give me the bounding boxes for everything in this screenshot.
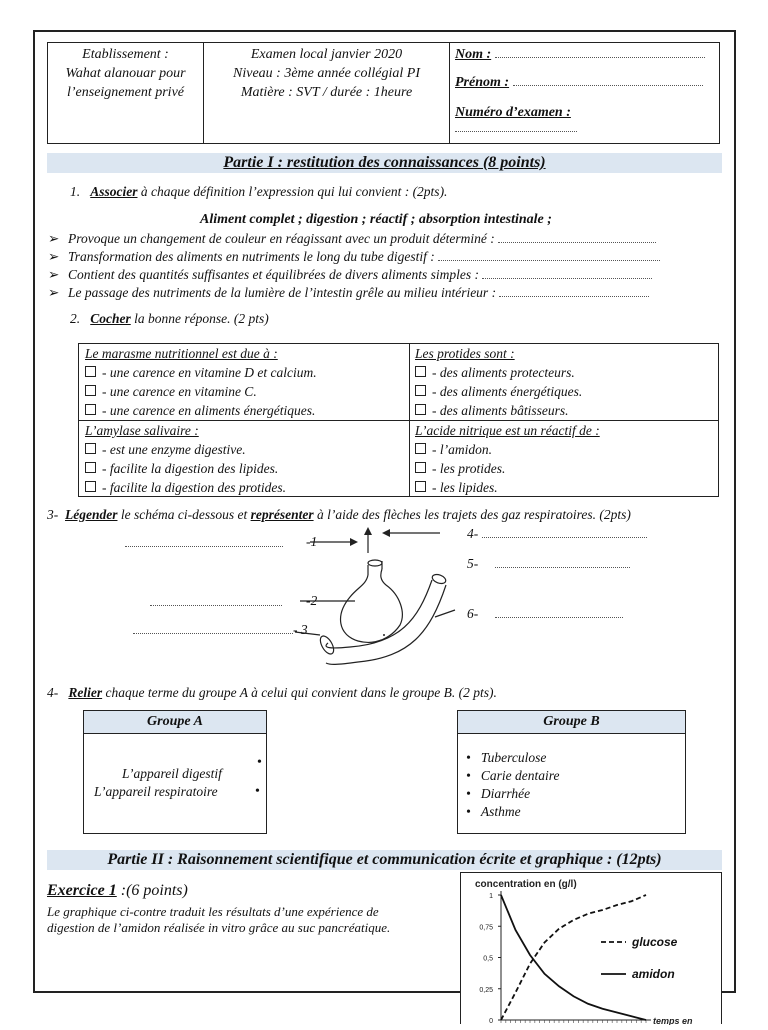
definition-item: ➢ Le passage des nutriments de la lumière de l’intestin grêle au milieu intérieur :: [48, 285, 649, 301]
group-a-item: L’appareil respiratoire: [94, 784, 218, 799]
name-label: Nom :: [455, 47, 492, 62]
legend-label: amidon: [632, 967, 675, 981]
mcq-option[interactable]: - des aliments bâtisseurs.: [415, 401, 719, 420]
group-b-item: • Tuberculose: [466, 750, 547, 765]
label-field-5: 5-: [467, 556, 630, 572]
exercise-1-title: Exercice 1 :(6 points): [47, 882, 188, 899]
part1-title: Partie I : restitution des connaissances (8 points): [47, 153, 722, 173]
label-field-3: - 3: [133, 622, 308, 638]
group-a: [83, 710, 267, 834]
mcq-option[interactable]: - est une enzyme digestive.: [85, 440, 409, 459]
checkbox[interactable]: [415, 366, 426, 377]
series-amidon: [501, 895, 646, 1020]
checkbox[interactable]: [85, 481, 96, 492]
group-a-title: Groupe A: [84, 711, 266, 734]
checkbox[interactable]: [85, 404, 96, 415]
mcq-option[interactable]: - facilite la digestion des lipides.: [85, 459, 409, 478]
mcq-option[interactable]: - des aliments protecteurs.: [415, 363, 719, 382]
exam-line: Niveau : 3ème année collégial PI: [233, 66, 420, 81]
exam-line: Matière : SVT / durée : 1heure: [240, 85, 413, 100]
connection-dot[interactable]: •: [257, 755, 262, 770]
exam-line: Examen local janvier 2020: [250, 47, 403, 62]
checkbox[interactable]: [85, 443, 96, 454]
firstname-field[interactable]: [513, 85, 703, 86]
exam-number-label: Numéro d’examen :: [455, 105, 571, 120]
y-axis-label: concentration en (g/l): [475, 879, 577, 890]
exam-info-cell: [204, 43, 450, 143]
group-b-item: • Asthme: [466, 804, 521, 819]
x-axis-label: temps en: [653, 1016, 693, 1025]
checkbox[interactable]: [415, 385, 426, 396]
exercise-text: Le graphique ci-contre traduit les résultats d’une expérience de: [47, 904, 379, 919]
label-number: -1: [306, 534, 318, 549]
checkbox[interactable]: [85, 385, 96, 396]
definition-item: ➢ Provoque un changement de couleur en réagissant avec un produit déterminé :: [48, 231, 656, 247]
mcq-table: [78, 343, 719, 497]
connection-dot[interactable]: •: [466, 804, 471, 819]
question-4: 4- Relier chaque terme du groupe A à celui qui convient dans le groupe B. (2 pts).: [47, 685, 497, 700]
label-field-6: 6-: [467, 606, 623, 622]
group-b-title: Groupe B: [458, 711, 685, 734]
terms-list: Aliment complet ; digestion ; réactif ; absorption intestinale ;: [200, 212, 552, 227]
mcq-question: L’amylase salivaire :: [85, 423, 199, 438]
question-1: 1. Associer à chaque définition l’expression qui lui convient : (2pts).: [70, 184, 448, 199]
mcq-block: [79, 344, 409, 420]
definition-item: ➢ Contient des quantités suffisantes et équilibrées de divers aliments simples :: [48, 267, 652, 283]
mcq-option[interactable]: - facilite la digestion des protides.: [85, 478, 409, 497]
name-field[interactable]: [495, 57, 705, 58]
mcq-question: L’acide nitrique est un réactif de :: [415, 423, 600, 438]
digestion-chart: [461, 873, 723, 1025]
y-tick-label: 0,5: [483, 955, 493, 963]
mcq-option[interactable]: - l’amidon.: [415, 440, 719, 459]
mcq-option[interactable]: - une carence en vitamine C.: [85, 382, 409, 401]
school-line: Wahat alanouar pour: [65, 66, 186, 81]
exam-number-field[interactable]: [455, 131, 577, 132]
answer-field[interactable]: [438, 260, 660, 261]
school-cell: [48, 43, 204, 143]
part2-title: Partie II : Raisonnement scientifique et communication écrite et graphique : (12pts): [47, 850, 722, 870]
student-info-cell: [450, 43, 721, 143]
answer-field[interactable]: [499, 296, 649, 297]
mcq-block: [409, 344, 719, 420]
question-2: 2. Cocher la bonne réponse. (2 pts): [70, 311, 269, 326]
exam-header: [47, 42, 720, 144]
group-b-item: • Carie dentaire: [466, 768, 560, 783]
y-tick-label: 1: [489, 893, 493, 900]
answer-field[interactable]: [498, 242, 656, 243]
answer-field[interactable]: [482, 278, 652, 279]
label-number: -2: [306, 593, 318, 608]
school-line: Etablissement :: [82, 47, 169, 62]
exercise-text: digestion de l’amidon réalisée in vitro grâce au suc pancréatique.: [47, 920, 391, 935]
mcq-block: [409, 421, 719, 497]
mcq-question: Le marasme nutritionnel est due à :: [85, 346, 278, 361]
chart-frame: [460, 872, 722, 1024]
mcq-option[interactable]: - une carence en vitamine D et calcium.: [85, 363, 409, 382]
checkbox[interactable]: [85, 366, 96, 377]
label-field-1: [125, 535, 283, 551]
mcq-question: Les protides sont :: [415, 346, 515, 361]
mcq-option[interactable]: - les protides.: [415, 459, 719, 478]
checkbox[interactable]: [415, 404, 426, 415]
label-field-2: [150, 594, 282, 610]
y-tick-label: 0,25: [479, 986, 493, 994]
checkbox[interactable]: [415, 443, 426, 454]
label-field-4: 4-: [467, 526, 647, 542]
checkbox[interactable]: [415, 462, 426, 473]
mcq-option[interactable]: - une carence en aliments énergétiques.: [85, 401, 409, 420]
group-a-item: L’appareil digestif: [122, 766, 222, 781]
mcq-block: [79, 421, 409, 497]
connection-dot[interactable]: •: [466, 768, 471, 783]
group-b: [457, 710, 686, 834]
series-glucose: [501, 895, 646, 1020]
checkbox[interactable]: [415, 481, 426, 492]
connection-dot[interactable]: •: [255, 784, 260, 799]
mcq-option[interactable]: - des aliments énergétiques.: [415, 382, 719, 401]
connection-dot[interactable]: •: [466, 750, 471, 765]
group-b-item: • Diarrhée: [466, 786, 531, 801]
checkbox[interactable]: [85, 462, 96, 473]
connection-dot[interactable]: •: [466, 786, 471, 801]
y-tick-label: 0,75: [479, 924, 493, 932]
definition-item: ➢ Transformation des aliments en nutriments le long du tube digestif :: [48, 249, 660, 265]
school-line: l’enseignement privé: [66, 85, 184, 100]
legend-label: glucose: [632, 935, 678, 949]
question-3: 3- Légender le schéma ci-dessous et représenter à l’aide des flèches les trajets des gaz respiratoires. (2pts): [47, 507, 631, 522]
y-tick-label: 0: [489, 1018, 493, 1025]
mcq-option[interactable]: - les lipides.: [415, 478, 719, 497]
firstname-label: Prénom :: [455, 75, 510, 90]
